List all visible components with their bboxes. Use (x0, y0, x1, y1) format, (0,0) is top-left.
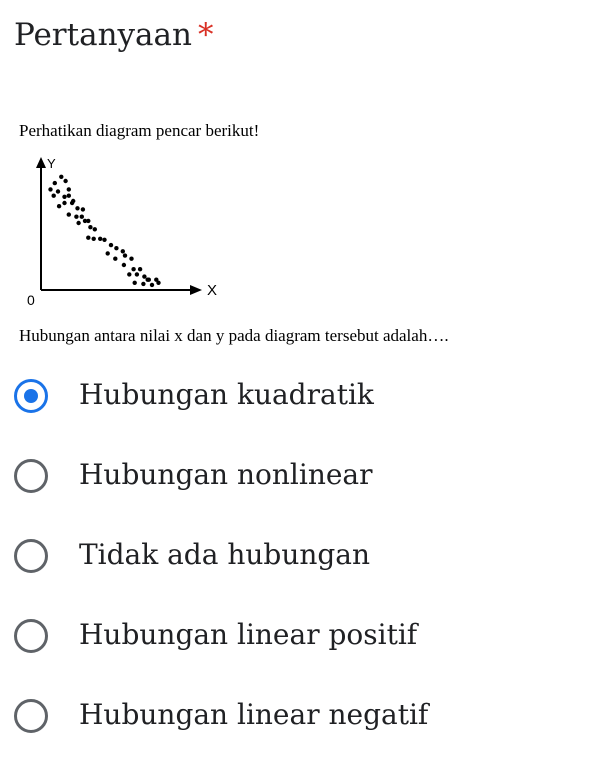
x-axis-label: X (207, 282, 218, 299)
scatter-point (86, 236, 90, 240)
scatter-point (63, 179, 67, 183)
scatter-point (93, 227, 97, 231)
scatter-point (56, 189, 60, 193)
scatter-point (76, 221, 80, 225)
scatter-point (121, 249, 125, 253)
scatter-point (113, 257, 117, 261)
scatter-point (57, 204, 61, 208)
radio-button[interactable] (14, 379, 48, 413)
answer-option-label[interactable]: Hubungan kuadratik (79, 378, 374, 411)
scatter-point (67, 187, 71, 191)
scatter-point (88, 225, 92, 229)
scatter-point (92, 237, 96, 241)
scatter-point (123, 253, 127, 257)
question-image (0, 110, 609, 355)
origin-label: 0 (27, 292, 35, 308)
answer-option[interactable] (0, 597, 609, 677)
scatter-point (141, 282, 145, 286)
scatter-point (52, 194, 56, 198)
answer-option[interactable] (0, 517, 609, 597)
scatter-point (138, 267, 142, 271)
scatter-point (75, 206, 79, 210)
required-marker: * (197, 17, 214, 53)
answer-options (0, 357, 609, 757)
scatter-point (114, 246, 118, 250)
scatter-point (80, 215, 84, 219)
scatter-point (53, 181, 57, 185)
answer-option-label[interactable]: Tidak ada hubungan (79, 538, 371, 571)
scatter-point (62, 195, 66, 199)
question-image-canvas (0, 110, 609, 355)
scatter-point (106, 251, 110, 255)
scatter-point (135, 272, 139, 276)
question-title (14, 14, 213, 56)
scatter-point (131, 267, 135, 271)
scatter-point (74, 215, 78, 219)
scatter-point (70, 201, 74, 205)
scatter-point (154, 278, 158, 282)
question-intro-text: Perhatikan diagram pencar berikut! (19, 121, 260, 140)
scatter-point (129, 257, 133, 261)
answer-option-label[interactable]: Hubungan linear positif (79, 618, 418, 651)
answer-option-label[interactable]: Hubungan nonlinear (79, 458, 373, 491)
scatter-point (98, 237, 102, 241)
question-title-text: Pertanyaan (14, 17, 192, 53)
scatter-point (142, 274, 146, 278)
scatter-point (67, 194, 71, 198)
scatter-point (146, 278, 150, 282)
y-axis-label: Y (47, 156, 56, 171)
answer-option[interactable] (0, 677, 609, 757)
scatter-point (150, 283, 154, 287)
radio-button[interactable] (14, 459, 48, 493)
y-axis-arrow (36, 157, 46, 168)
scatter-point (122, 263, 126, 267)
answer-option[interactable] (0, 437, 609, 517)
scatter-point (62, 201, 66, 205)
scatter-point (133, 281, 137, 285)
scatter-point (67, 212, 71, 216)
scatter-point (102, 238, 106, 242)
scatter-point (109, 243, 113, 247)
scatter-point (127, 272, 131, 276)
scatter-point (59, 175, 63, 179)
question-prompt-text: Hubungan antara nilai x dan y pada diagram tersebut adalah…. (19, 326, 449, 345)
radio-checked-dot (24, 389, 38, 403)
radio-button[interactable] (14, 699, 48, 733)
scatter-point (81, 207, 85, 211)
radio-button[interactable] (14, 619, 48, 653)
scatter-points (48, 175, 160, 287)
x-axis-arrow (190, 285, 202, 295)
answer-option[interactable] (0, 357, 609, 437)
scatter-point (83, 219, 87, 223)
radio-button[interactable] (14, 539, 48, 573)
scatter-point (48, 187, 52, 191)
scatter-plot (27, 156, 217, 308)
answer-option-label[interactable]: Hubungan linear negatif (79, 698, 429, 731)
